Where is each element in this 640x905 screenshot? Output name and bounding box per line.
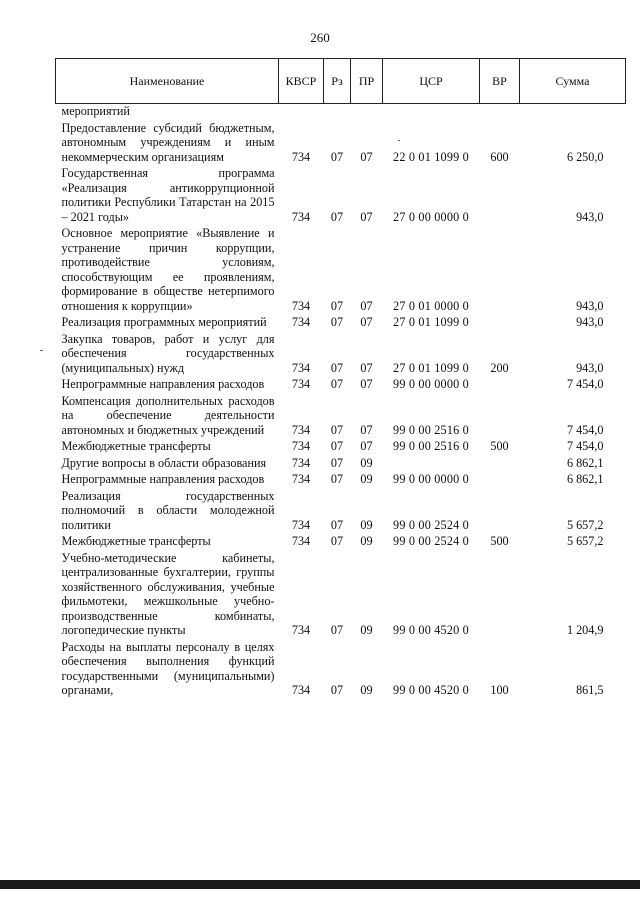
table-body bbox=[56, 104, 626, 700]
cell-csr: 27 0 01 1099 0 bbox=[393, 360, 469, 375]
cell-kvsr: 734 bbox=[291, 360, 311, 375]
cell-name: Реализация государственных полномочий в области молодежной политики bbox=[61, 488, 275, 532]
cell-pr: 07 bbox=[360, 209, 373, 224]
cell-pr: 07 bbox=[360, 360, 373, 375]
table-row bbox=[56, 472, 626, 489]
cell-sum: 6 862,1 bbox=[566, 472, 604, 486]
table-row bbox=[56, 439, 626, 456]
cell-sum: 943,0 bbox=[576, 298, 604, 313]
cell-rz: 07 bbox=[330, 517, 344, 532]
cell-name: Непрограммные направления расходов bbox=[61, 377, 265, 391]
cell-vr: 500 bbox=[490, 534, 509, 548]
cell-name: Компенсация дополнительных расходов на обеспечение деятельности автономных и бюджетных учреждений bbox=[61, 393, 275, 437]
cell-sum: 943,0 bbox=[576, 360, 604, 375]
cell-pr bbox=[351, 104, 383, 121]
cell-vr bbox=[480, 394, 520, 440]
cell-sum: 6 862,1 bbox=[566, 455, 604, 470]
cell-rz: 07 bbox=[330, 360, 344, 375]
table-row bbox=[56, 166, 626, 226]
cell-csr: 27 0 01 1099 0 bbox=[393, 315, 469, 329]
cell-vr bbox=[480, 456, 520, 473]
cell-kvsr: 734 bbox=[291, 472, 311, 486]
table-row bbox=[56, 104, 626, 121]
cell-rz: 07 bbox=[330, 439, 344, 453]
table-row bbox=[56, 551, 626, 640]
cell-csr: 22 0 01 1099 0 bbox=[393, 149, 469, 164]
cell-vr bbox=[480, 166, 520, 226]
table-row bbox=[56, 456, 626, 473]
cell-rz bbox=[324, 104, 351, 121]
cell-sum: 6 250,0 bbox=[566, 149, 604, 164]
cell-rz: 07 bbox=[330, 472, 344, 486]
cell-sum: 7 454,0 bbox=[566, 422, 604, 437]
cell-vr: 100 bbox=[490, 683, 509, 697]
cell-name: Учебно-методические кабинеты, централизованные бухгалтерии, группы хозяйственного обслуживания, учебные фильмотеки, межшкольные учебно-производственные комбинаты, логопедические пункты bbox=[61, 550, 275, 637]
cell-csr bbox=[383, 104, 480, 121]
cell-csr: 99 0 00 2524 0 bbox=[393, 517, 469, 532]
cell-vr bbox=[480, 104, 520, 121]
cell-name: Непрограммные направления расходов bbox=[61, 472, 265, 486]
table-row bbox=[56, 534, 626, 551]
cell-sum: 5 657,2 bbox=[566, 534, 604, 548]
cell-kvsr: 734 bbox=[291, 517, 311, 532]
cell-sum: 7 454,0 bbox=[566, 439, 604, 453]
cell-csr: 99 0 00 0000 0 bbox=[393, 472, 469, 486]
table-row bbox=[56, 315, 626, 332]
cell-csr: 99 0 00 2516 0 bbox=[393, 439, 469, 453]
cell-pr: 09 bbox=[360, 455, 373, 470]
cell-sum: 943,0 bbox=[576, 209, 604, 224]
cell-csr: 99 0 00 4520 0 bbox=[393, 623, 469, 637]
cell-rz: 07 bbox=[330, 377, 344, 391]
cell-vr bbox=[480, 551, 520, 640]
cell-pr: 07 bbox=[360, 439, 373, 453]
table-row bbox=[56, 394, 626, 440]
cell-rz: 07 bbox=[330, 149, 344, 164]
cell-name: Закупка товаров, работ и услуг для обеспечения государственных (муниципальных) нужд bbox=[61, 331, 275, 375]
cell-pr: 07 bbox=[360, 315, 373, 329]
cell-rz: 07 bbox=[330, 534, 344, 548]
cell-rz: 07 bbox=[330, 683, 344, 697]
header-vr: ВР bbox=[480, 59, 520, 104]
table-row bbox=[56, 377, 626, 394]
cell-kvsr: 734 bbox=[291, 439, 311, 453]
cell-name: Предоставление субсидий бюджетным, автономным учреждениям и иным некоммерческим организациям bbox=[61, 120, 275, 164]
cell-name: Межбюджетные трансферты bbox=[61, 534, 211, 548]
table-row bbox=[56, 489, 626, 535]
cell-vr bbox=[480, 315, 520, 332]
cell-pr: 09 bbox=[360, 517, 373, 532]
cell-sum: 1 204,9 bbox=[566, 623, 604, 637]
page-number: 260 bbox=[310, 30, 330, 45]
cell-pr: 09 bbox=[360, 472, 373, 486]
scan-bottom-border bbox=[0, 880, 640, 889]
cell-kvsr: 734 bbox=[291, 534, 311, 548]
cell-rz: 07 bbox=[330, 455, 344, 470]
cell-name: Расходы на выплаты персоналу в целях обеспечения выполнения функций государственными (муниципальными) органами, bbox=[61, 639, 275, 697]
cell-rz: 07 bbox=[330, 315, 344, 329]
cell-name: Основное мероприятие «Выявление и устранение причин коррупции, противодействие условиям, способствующим ее проявлениям, формирование в обществе нетерпимого отношения к коррупции» bbox=[61, 226, 275, 313]
cell-kvsr bbox=[279, 104, 324, 121]
cell-pr: 09 bbox=[360, 623, 373, 637]
cell-csr: 99 0 00 4520 0 bbox=[393, 683, 469, 697]
cell-csr: 27 0 01 0000 0 bbox=[393, 298, 469, 313]
header-sum: Сумма bbox=[520, 59, 626, 104]
cell-vr: 600 bbox=[490, 149, 509, 164]
header-pr: ПР bbox=[351, 59, 383, 104]
cell-sum bbox=[520, 104, 626, 121]
header-rz: Рз bbox=[324, 59, 351, 104]
cell-pr: 07 bbox=[360, 149, 373, 164]
cell-rz: 07 bbox=[330, 623, 344, 637]
cell-sum: 943,0 bbox=[576, 315, 604, 329]
cell-pr: 07 bbox=[360, 377, 373, 391]
cell-vr: 500 bbox=[490, 439, 509, 453]
cell-kvsr: 734 bbox=[291, 377, 311, 391]
cell-vr: 200 bbox=[490, 360, 509, 375]
cell-kvsr: 734 bbox=[291, 623, 311, 637]
cell-name: Межбюджетные трансферты bbox=[61, 439, 211, 453]
header-kvsr: КВСР bbox=[279, 59, 324, 104]
table-header-row bbox=[56, 59, 626, 104]
cell-csr: 99 0 00 2524 0 bbox=[393, 534, 469, 548]
cell-sum: 7 454,0 bbox=[566, 377, 604, 391]
cell-rz: 07 bbox=[330, 298, 344, 313]
cell-name: Другие вопросы в области образования bbox=[61, 455, 267, 470]
cell-csr bbox=[383, 456, 480, 473]
cell-kvsr: 734 bbox=[291, 315, 311, 329]
cell-pr: 07 bbox=[360, 422, 373, 437]
cell-pr: 09 bbox=[360, 683, 373, 697]
header-name: Наименование bbox=[56, 59, 279, 104]
cell-kvsr: 734 bbox=[291, 298, 311, 313]
cell-kvsr: 734 bbox=[291, 455, 311, 470]
table-row bbox=[56, 640, 626, 700]
table-row bbox=[56, 121, 626, 167]
cell-pr: 07 bbox=[360, 298, 373, 313]
cell-vr bbox=[480, 226, 520, 315]
cell-kvsr: 734 bbox=[291, 422, 311, 437]
cell-vr bbox=[480, 489, 520, 535]
cell-rz: 07 bbox=[330, 209, 344, 224]
budget-table bbox=[55, 58, 626, 700]
cell-kvsr: 734 bbox=[291, 209, 311, 224]
cell-rz: 07 bbox=[330, 422, 344, 437]
cell-sum: 861,5 bbox=[576, 683, 604, 697]
cell-name: Государственная программа «Реализация антикоррупционной политики Республики Татарстан на 2015 – 2021 годы» bbox=[61, 166, 275, 224]
table-row bbox=[56, 332, 626, 378]
cell-sum: 5 657,2 bbox=[566, 517, 604, 532]
cell-csr: 99 0 00 0000 0 bbox=[393, 377, 469, 391]
cell-vr bbox=[480, 472, 520, 489]
cell-kvsr: 734 bbox=[291, 683, 311, 697]
header-csr: ЦСР bbox=[383, 59, 480, 104]
cell-csr: 27 0 00 0000 0 bbox=[393, 209, 469, 224]
scan-mark bbox=[40, 350, 43, 351]
scan-mark bbox=[398, 140, 400, 141]
cell-csr: 99 0 00 2516 0 bbox=[393, 422, 469, 437]
table-row bbox=[56, 226, 626, 315]
cell-kvsr: 734 bbox=[291, 149, 311, 164]
cell-vr bbox=[480, 377, 520, 394]
cell-name: мероприятий bbox=[61, 104, 130, 118]
cell-pr: 09 bbox=[360, 534, 373, 548]
cell-name: Реализация программных мероприятий bbox=[61, 315, 267, 329]
